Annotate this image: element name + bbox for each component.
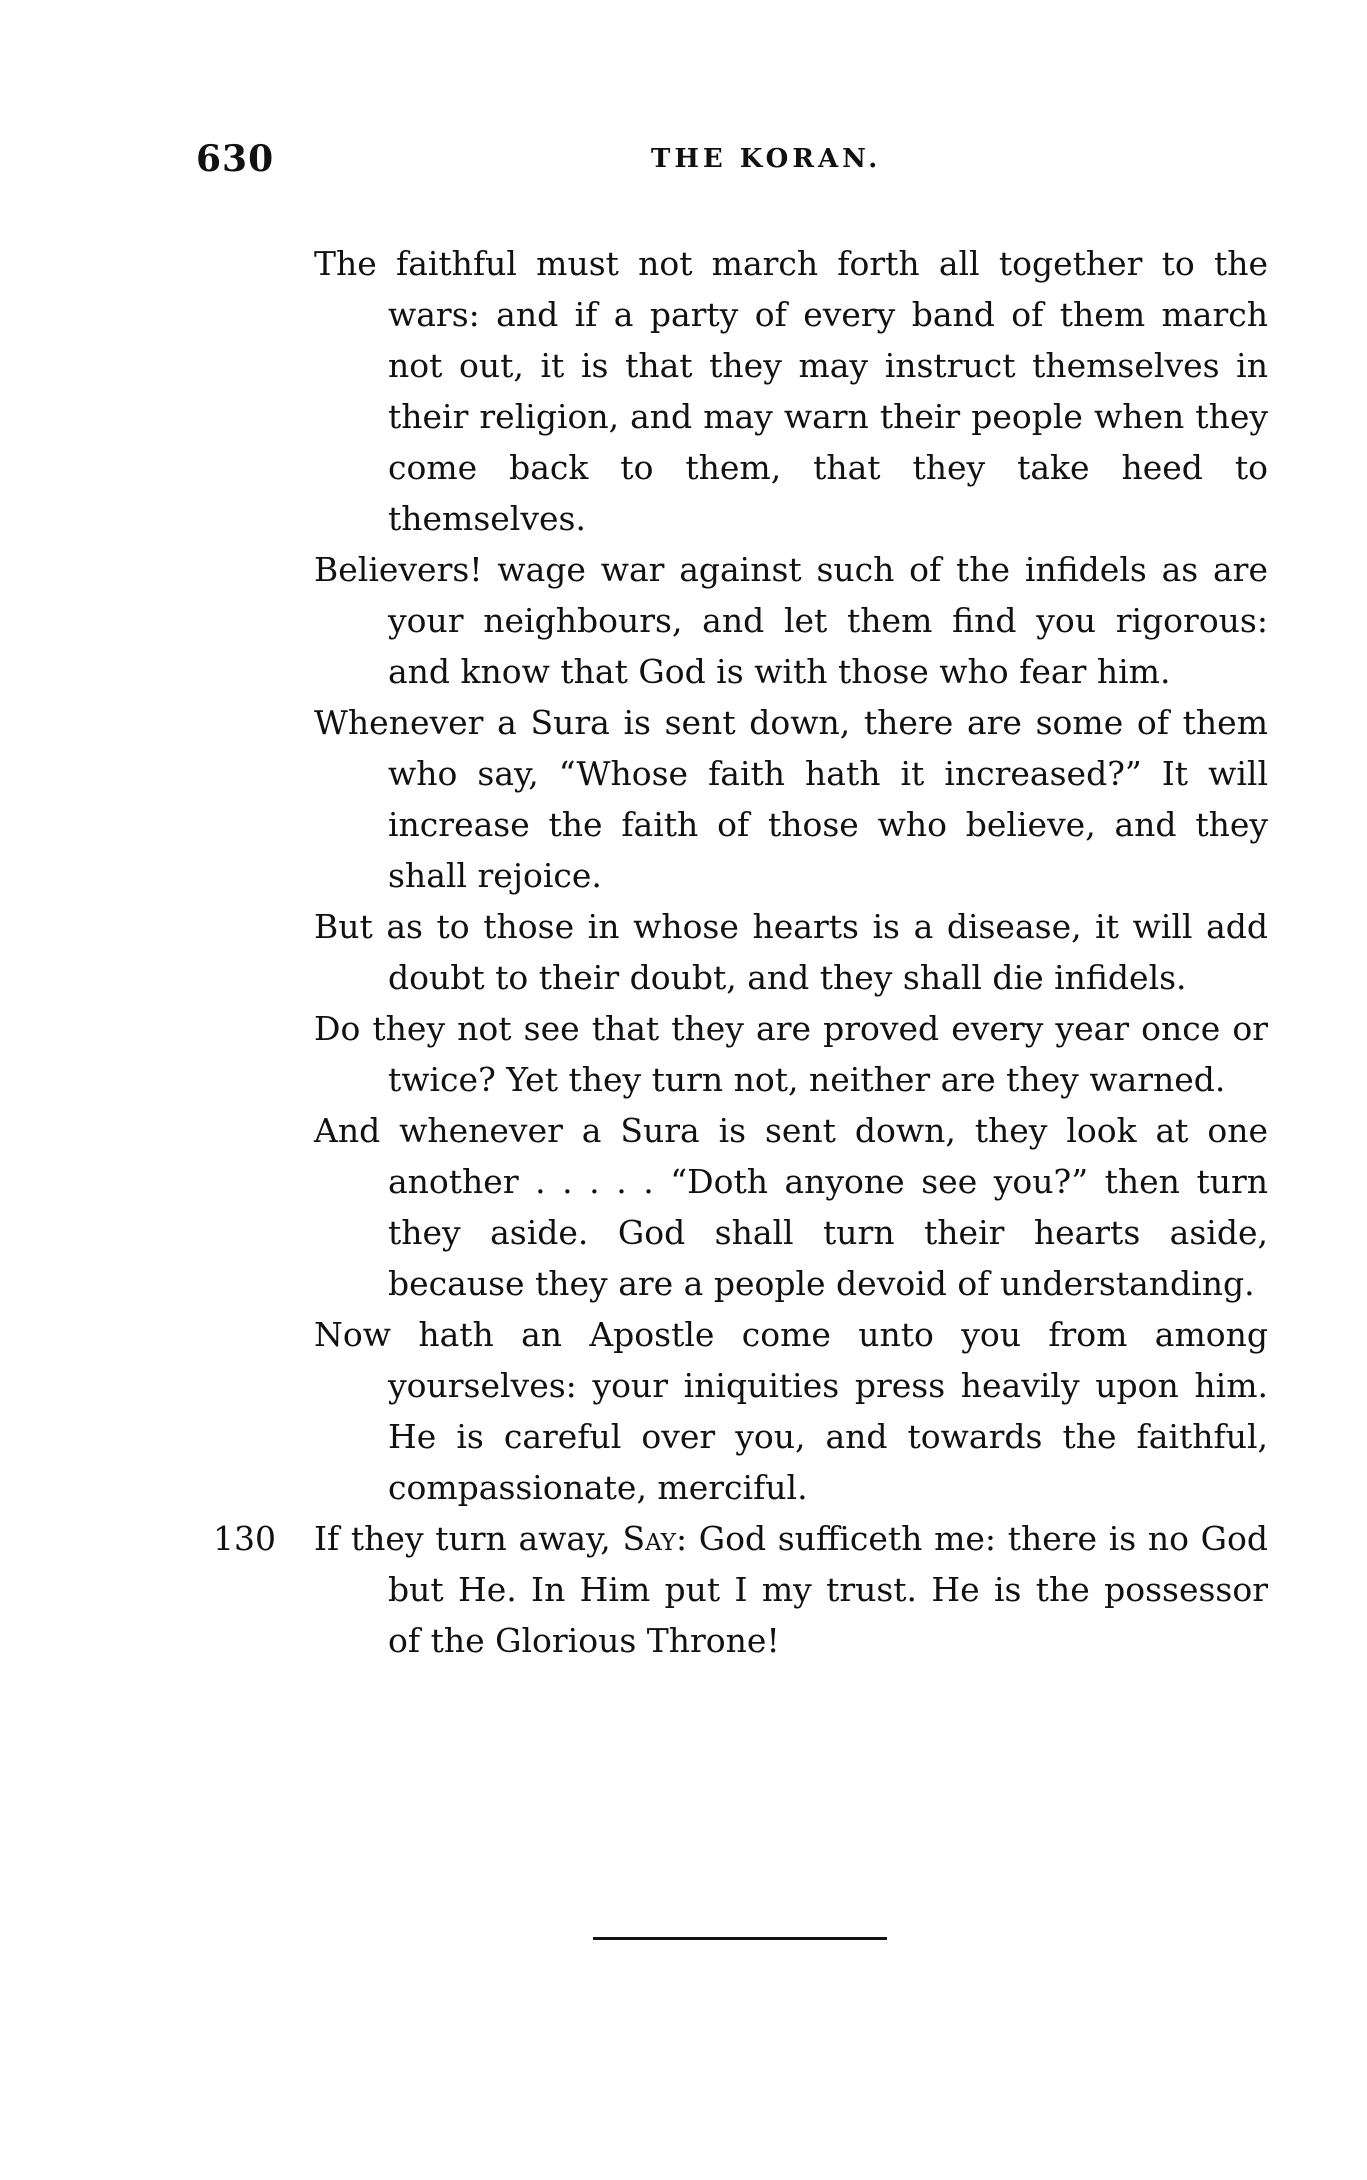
verse bbox=[314, 697, 1268, 901]
text-block bbox=[213, 238, 1268, 1666]
verse-130 bbox=[213, 1513, 1268, 1666]
verse bbox=[314, 1105, 1268, 1309]
verse-text: And whenever a Sura is sent down, they look at one another . . . . . “Doth anyone see you?” then turn they aside. God shall turn their hearts aside, because they are a people devoid of understanding. bbox=[314, 1111, 1268, 1303]
running-head bbox=[196, 138, 1296, 188]
verse-text-end: : God sufficeth me: there is no God but He. In Him put I my trust. He is the possessor of the Glorious Throne! bbox=[388, 1519, 1268, 1660]
verse-text: But as to those in whose hearts is a disease, it will add doubt to their doubt, and they shall die infidels. bbox=[314, 907, 1268, 997]
verse bbox=[314, 238, 1268, 544]
page-number: 630 bbox=[196, 138, 275, 180]
verse bbox=[314, 544, 1268, 697]
end-rule bbox=[593, 1937, 887, 1940]
verse-text: Now hath an Apostle come unto you from among yourselves: your iniquities press heavily upon him. He is careful over you, and towards the faithful, compassionate, merciful. bbox=[314, 1315, 1268, 1507]
verse bbox=[314, 901, 1268, 1003]
verse-number: 130 bbox=[213, 1519, 276, 1558]
verse-text: Believers! wage war against such of the infidels as are your neighbours, and let them find you rigorous: and know that God is with those who fear him. bbox=[314, 550, 1268, 691]
book-title: THE KORAN. bbox=[651, 144, 882, 174]
verse bbox=[314, 1003, 1268, 1105]
say-word: Say bbox=[622, 1519, 676, 1558]
verse-text: Do they not see that they are proved every year once or twice? Yet they turn not, neither are they warned. bbox=[314, 1009, 1268, 1099]
verse-text: Whenever a Sura is sent down, there are some of them who say, “Whose faith hath it increased?” It will increase the faith of those who believe, and they shall rejoice. bbox=[314, 703, 1268, 895]
verse bbox=[314, 1309, 1268, 1513]
verse-text-start: If they turn away, bbox=[314, 1519, 623, 1558]
verse-text: The faithful must not march forth all together to the wars: and if a party of every band of them march not out, it is that they may instruct themselves in their religion, and may warn their people when they come back to them, that they take heed to themselves. bbox=[314, 244, 1268, 538]
